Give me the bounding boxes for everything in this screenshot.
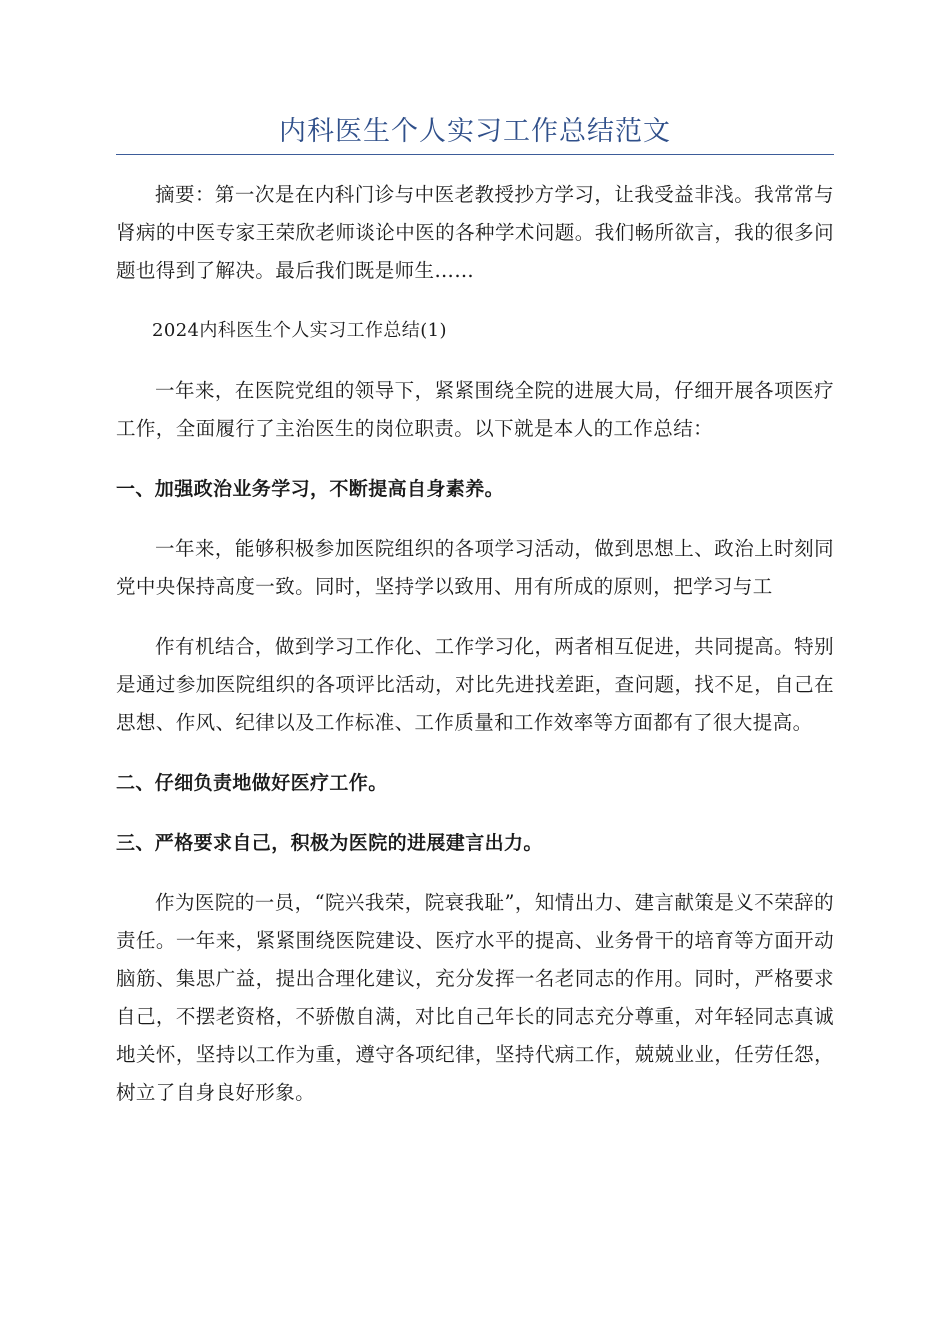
section-3-heading: 三、严格要求自己，积极为医院的进展建言出力。 [116,832,543,854]
section-1-heading: 一、加强政治业务学习，不断提高自身素养。 [116,478,505,500]
intro-paragraph: 一年来，在医院党组的领导下，紧紧围绕全院的进展大局，仔细开展各项医疗工作，全面履行了主治医生的岗位职责。以下就是本人的工作总结： [116,379,834,440]
section-1-paragraph-1: 一年来，能够积极参加医院组织的各项学习活动，做到思想上、政治上时刻同党中央保持高度一致。同时，坚持学以致用、用有所成的原则，把学习与工 [116,537,834,598]
document-title: 内科医生个人实习工作总结范文 [279,116,671,147]
section-2-heading: 二、仔细负责地做好医疗工作。 [116,772,388,794]
subtitle-line: 2024内科医生个人实习工作总结(1) [152,320,447,341]
abstract-paragraph: 摘要：第一次是在内科门诊与中医老教授抄方学习，让我受益非浅。我常常与肾病的中医专家王荣欣老师谈论中医的各种学术问题。我们畅所欲言，我的很多问题也得到了解决。最后我们既是师生…… [116,183,834,282]
document-body [116,176,834,1112]
title-underline [116,154,834,155]
section-1-paragraph-2: 作有机结合，做到学习工作化、工作学习化，两者相互促进，共同提高。特别是通过参加医院组织的各项评比活动，对比先进找差距，查问题，找不足，自己在思想、作风、纪律以及工作标准、工作质量和工作效率等方面都有了很大提高。 [116,635,834,734]
section-3-paragraph-1: 作为医院的一员，“院兴我荣，院衰我耻”，知情出力、建言献策是义不荣辞的责任。一年来，紧紧围绕医院建设、医疗水平的提高、业务骨干的培育等方面开动脑筋、集思广益，提出合理化建议，充分发挥一名老同志的作用。同时，严格要求自己，不摆老资格，不骄傲自满，对比自己年长的同志充分尊重，对年轻同志真诚地关怀，坚持以工作为重，遵守各项纪律，坚持代病工作，兢兢业业，任劳任怨，树立了自身良好形象。 [116,891,834,1104]
